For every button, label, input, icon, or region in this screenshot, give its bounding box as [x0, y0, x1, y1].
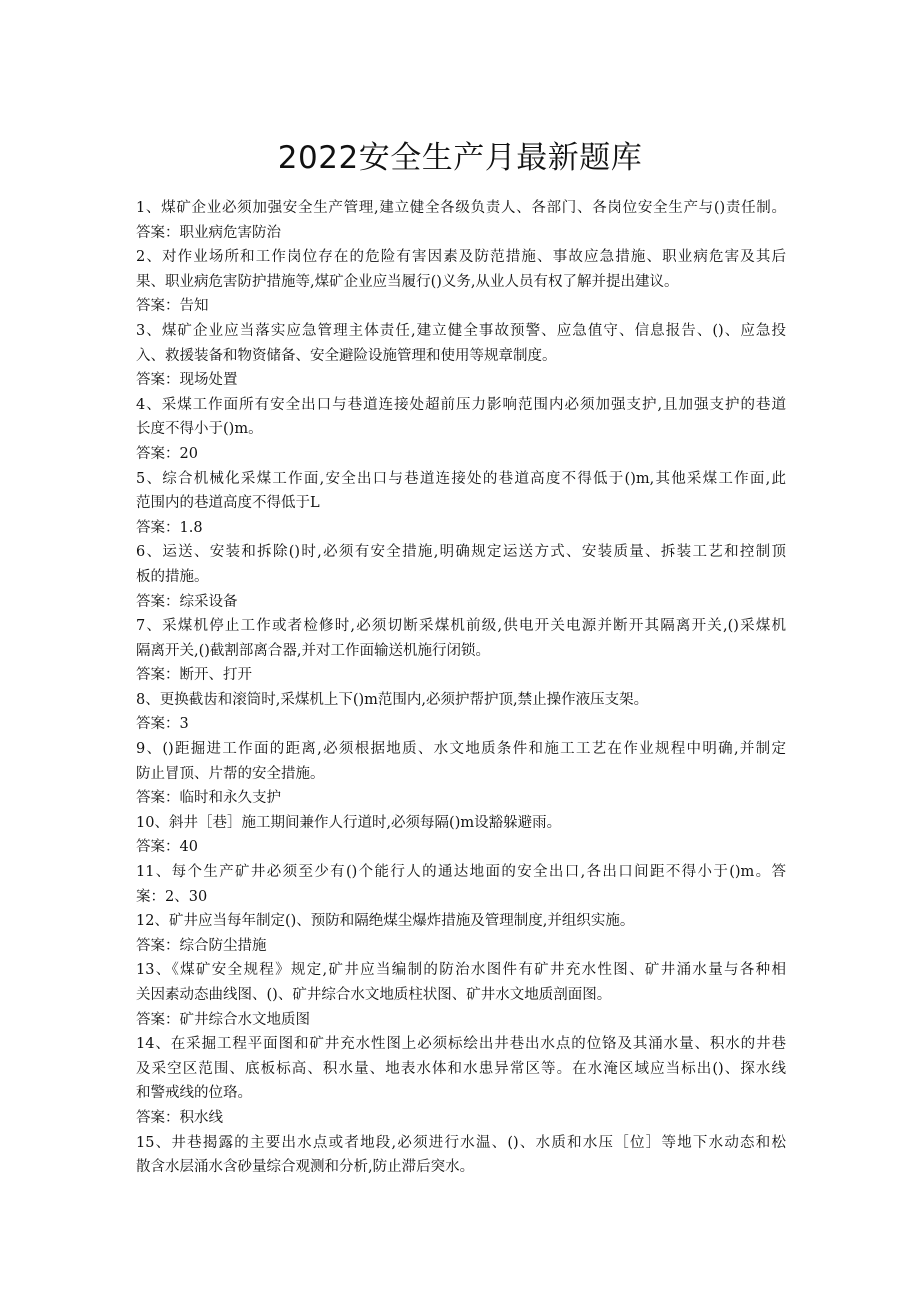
text-line: 8、更换截齿和滚筒时,采煤机上下()m范围内,必须护帮护顶,禁止操作液压支架。 [136, 691, 649, 708]
text-line: 2、对作业场所和工作岗位存在的危险有害因素及防范措施、事故应急措施、职业病危害及其后 [136, 249, 786, 266]
text-line: 入、救援装备和物资储备、安全避险设施管理和使用等规章制度。 [136, 347, 557, 364]
text-line: 板的措施。 [136, 568, 209, 585]
answer-line: 答案：告知 [136, 298, 209, 315]
text-line: 防止冒顶、片帮的安全措施。 [136, 765, 325, 782]
text-line: 11、每个生产矿井必须至少有()个能行人的通达地面的安全出口,各出口间距不得小于()m。答 [136, 864, 786, 881]
text-line: 15、井巷揭露的主要出水点或者地段,必须进行水温、()、水质和水压［位］等地下水动态和松 [136, 1134, 786, 1151]
text-line: 9、()距掘进工作面的距离,必须根据地质、水文地质条件和施工工艺在作业规程中明确,并制定 [136, 741, 786, 758]
text-line: 1、煤矿企业必须加强安全生产管理,建立健全各级负责人、各部门、各岗位安全生产与()责任制。 [136, 200, 786, 216]
answer-line: 答案：现场处置 [136, 372, 238, 389]
answer-line: 答案：40 [136, 839, 198, 856]
text-line: 14、在采掘工程平面图和矿井充水性图上必须标绘出井巷出水点的位铬及其涌水量、积水的井巷 [136, 1036, 786, 1053]
answer-line: 答案：职业病危害防治 [136, 224, 281, 241]
text-line: 果、职业病危害防护措施等,煤矿企业应当履行()义务,从业人员有权了解并提出建议。 [136, 273, 679, 290]
answer-line: 答案：综合防尘措施 [136, 937, 267, 954]
text-line: 和警戒线的位珞。 [136, 1085, 252, 1102]
text-line: 及采空区范围、底板标高、积水量、地表水体和水患异常区等。在水淹区域应当标出()、探水线 [136, 1060, 786, 1077]
text-line: 散含水层涌水含砂量综合观测和分析,防止滞后突水。 [136, 1159, 475, 1176]
answer-line: 答案：临时和永久支护 [136, 790, 281, 807]
page-title: 2022安全生产月最新题库 [277, 140, 643, 176]
text-line: 隔离开关,()截割部离合器,并对工作面输送机施行闭锁。 [136, 642, 491, 659]
answer-line: 答案：积水线 [136, 1109, 223, 1126]
text-line: 7、采煤机停止工作或者检修时,必须切断采煤机前级,供电开关电源并断开其隔离开关,()采煤机 [136, 618, 786, 635]
text-line: 关因素动态曲线图、()、矿井综合水文地质柱状图、矿井水文地质剖面图。 [136, 987, 612, 1003]
text-line: 12、矿井应当每年制定()、预防和隔绝煤尘爆炸措施及管理制度,并组织实施。 [136, 913, 635, 930]
text-line: 5、综合机械化采煤工作面,安全出口与巷道连接处的巷道高度不得低于()m,其他采煤工作面,此 [136, 470, 786, 487]
text-line: 4、采煤工作面所有安全出口与巷道连接处超前压力影响范围内必须加强支护,且加强支护的巷道 [136, 396, 786, 413]
answer-line: 答案：矿井综合水文地质图 [136, 1011, 310, 1028]
question-list [136, 196, 786, 1180]
text-line: 6、运送、安装和拆除()时,必须有安全措施,明确规定运送方式、安装质量、拆装工艺和控制顶 [136, 544, 786, 561]
text-line: 13、《煤矿安全规程》规定,矿井应当编制的防治水图件有矿井充水性图、矿井涌水量与各种相 [136, 962, 786, 979]
answer-line: 答案：综采设备 [136, 593, 238, 610]
answer-line: 答案：3 [136, 716, 189, 733]
text-line: 10、斜井［巷］施工期间兼作人行道时,必须每隔()m设豁躲避雨。 [136, 814, 562, 831]
text-line: 范围内的巷道高度不得低于L [136, 495, 320, 512]
answer-line: 答案：1.8 [136, 519, 203, 536]
answer-line: 答案：断开、打开 [136, 667, 252, 684]
text-line: 3、煤矿企业应当落实应急管理主体责任,建立健全事故预警、应急值守、信息报告、()、应急投 [136, 322, 786, 339]
text-line: 长度不得小于()m。 [136, 421, 263, 438]
answer-line: 答案：20 [136, 445, 198, 462]
answer-line: 案：2、30 [136, 888, 208, 905]
